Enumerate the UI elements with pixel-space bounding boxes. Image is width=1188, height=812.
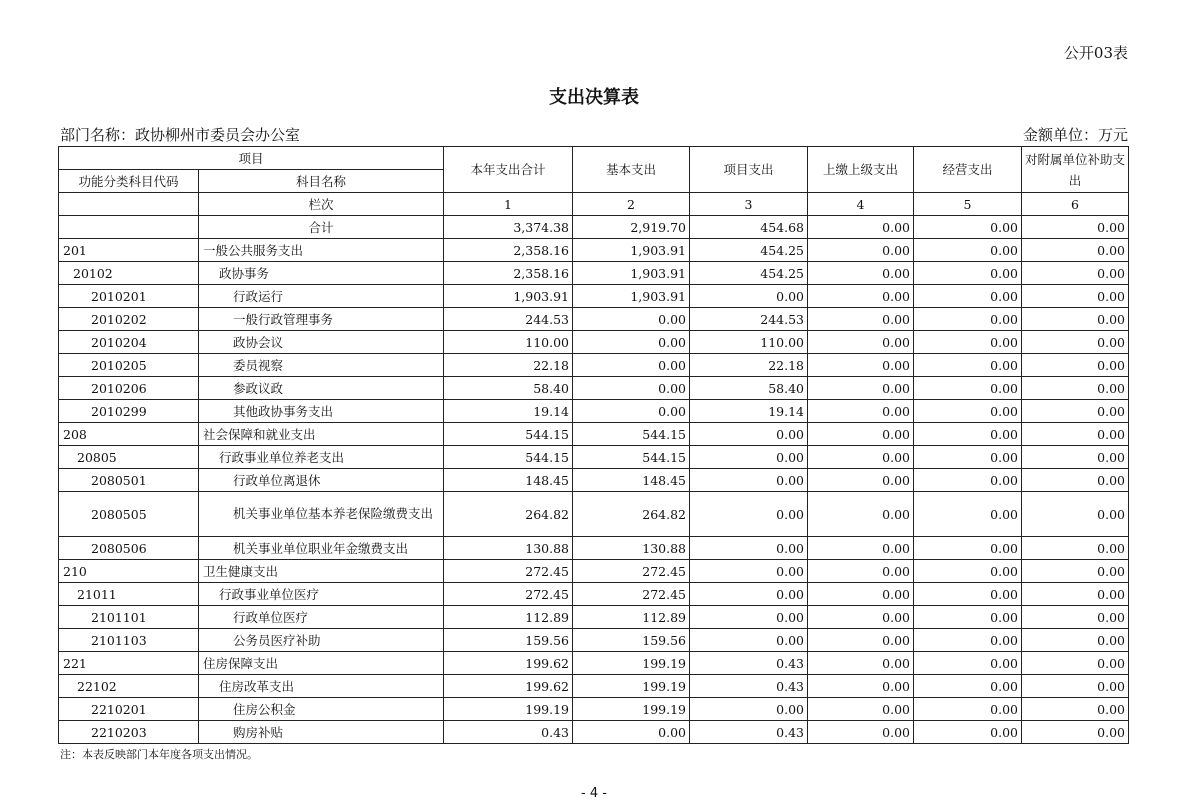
row-value: 544.15	[573, 446, 690, 469]
row-code: 2010201	[59, 285, 199, 308]
row-value: 199.19	[573, 698, 690, 721]
row-value: 0.00	[808, 354, 914, 377]
row-code	[59, 216, 199, 239]
table-row	[59, 354, 1129, 377]
row-value: 58.40	[444, 377, 573, 400]
table-row	[59, 583, 1129, 606]
table-row	[59, 652, 1129, 675]
table-row	[59, 308, 1129, 331]
table-row	[59, 698, 1129, 721]
row-value: 244.53	[690, 308, 808, 331]
row-value: 0.00	[914, 377, 1022, 400]
row-value: 0.00	[1022, 721, 1129, 744]
row-code: 2210201	[59, 698, 199, 721]
row-code: 2210203	[59, 721, 199, 744]
row-value: 0.00	[914, 560, 1022, 583]
row-value: 0.00	[808, 423, 914, 446]
row-code: 2101103	[59, 629, 199, 652]
row-code: 210	[59, 560, 199, 583]
row-value: 454.68	[690, 216, 808, 239]
row-code: 2010299	[59, 400, 199, 423]
row-value: 22.18	[444, 354, 573, 377]
row-value: 0.00	[914, 262, 1022, 285]
row-value: 544.15	[444, 423, 573, 446]
row-value: 2,358.16	[444, 262, 573, 285]
row-value: 0.00	[914, 629, 1022, 652]
page-number: - 4 -	[581, 786, 607, 801]
row-code: 20805	[59, 446, 199, 469]
table-row	[59, 537, 1129, 560]
header-business: 经营支出	[914, 147, 1022, 193]
row-value: 0.00	[808, 239, 914, 262]
row-value: 110.00	[690, 331, 808, 354]
row-value: 0.00	[690, 537, 808, 560]
header-project: 项目	[59, 147, 444, 170]
table-row	[59, 492, 1129, 537]
row-value: 0.00	[914, 652, 1022, 675]
row-value: 0.00	[808, 446, 914, 469]
row-code: 2010202	[59, 308, 199, 331]
row-value: 0.43	[690, 721, 808, 744]
row-name: 行政事业单位养老支出	[199, 446, 444, 469]
row-value: 1,903.91	[573, 262, 690, 285]
row-value: 244.53	[444, 308, 573, 331]
row-code: 2010206	[59, 377, 199, 400]
row-value: 0.00	[914, 537, 1022, 560]
row-value: 0.00	[914, 400, 1022, 423]
row-value: 272.45	[573, 583, 690, 606]
row-value: 264.82	[573, 492, 690, 537]
row-value: 0.00	[808, 652, 914, 675]
department-label: 部门名称：政协柳州市委员会办公室	[60, 126, 301, 144]
row-value: 1,903.91	[573, 239, 690, 262]
row-value: 264.82	[444, 492, 573, 537]
row-value: 0.00	[1022, 469, 1129, 492]
expenditure-table	[58, 146, 1129, 744]
row-value: 0.00	[1022, 239, 1129, 262]
row-value: 0.00	[690, 469, 808, 492]
row-value: 0.43	[444, 721, 573, 744]
row-code: 201	[59, 239, 199, 262]
row-name: 行政单位离退休	[199, 469, 444, 492]
row-value: 0.00	[808, 285, 914, 308]
row-value: 0.00	[914, 354, 1022, 377]
col-number: 1	[444, 193, 573, 216]
form-number: 公开03表	[1063, 44, 1128, 62]
row-name: 参政议政	[199, 377, 444, 400]
row-value: 0.43	[690, 675, 808, 698]
row-value: 0.00	[1022, 537, 1129, 560]
row-value: 0.00	[914, 675, 1022, 698]
row-value: 0.00	[914, 423, 1022, 446]
table-row	[59, 400, 1129, 423]
row-name: 合计	[199, 216, 444, 239]
row-value: 199.62	[444, 675, 573, 698]
row-name: 住房改革支出	[199, 675, 444, 698]
row-value: 0.00	[573, 331, 690, 354]
row-value: 0.00	[1022, 423, 1129, 446]
row-value: 112.89	[444, 606, 573, 629]
row-value: 0.00	[690, 698, 808, 721]
row-value: 1,903.91	[444, 285, 573, 308]
header-total: 本年支出合计	[444, 147, 573, 193]
page-title: 支出决算表	[549, 87, 639, 108]
row-value: 0.00	[914, 492, 1022, 537]
row-value: 199.19	[444, 698, 573, 721]
row-value: 0.00	[808, 308, 914, 331]
row-value: 199.62	[444, 652, 573, 675]
row-value: 0.00	[1022, 629, 1129, 652]
row-value: 0.00	[1022, 446, 1129, 469]
col-number: 2	[573, 193, 690, 216]
col-number: 3	[690, 193, 808, 216]
header-col-label: 栏次	[199, 193, 444, 216]
row-name: 公务员医疗补助	[199, 629, 444, 652]
row-value: 0.00	[1022, 331, 1129, 354]
row-value: 159.56	[444, 629, 573, 652]
row-name: 住房公积金	[199, 698, 444, 721]
table-row	[59, 239, 1129, 262]
row-value: 0.00	[690, 423, 808, 446]
header-upper: 上缴上级支出	[808, 147, 914, 193]
row-name: 一般行政管理事务	[199, 308, 444, 331]
row-value: 0.00	[808, 469, 914, 492]
row-value: 0.00	[808, 698, 914, 721]
header-code: 功能分类科目代码	[59, 170, 199, 193]
row-value: 272.45	[444, 583, 573, 606]
row-value: 0.00	[1022, 492, 1129, 537]
row-code: 21011	[59, 583, 199, 606]
row-code: 20102	[59, 262, 199, 285]
row-name: 一般公共服务支出	[199, 239, 444, 262]
table-row	[59, 377, 1129, 400]
row-value: 0.00	[1022, 354, 1129, 377]
header-project-expenditure: 项目支出	[690, 147, 808, 193]
row-value: 2,358.16	[444, 239, 573, 262]
row-value: 0.00	[1022, 377, 1129, 400]
header-basic: 基本支出	[573, 147, 690, 193]
row-value: 130.88	[444, 537, 573, 560]
row-value: 0.00	[1022, 216, 1129, 239]
row-value: 199.19	[573, 652, 690, 675]
row-code: 2080501	[59, 469, 199, 492]
row-value: 0.00	[808, 331, 914, 354]
row-code: 221	[59, 652, 199, 675]
row-value: 148.45	[573, 469, 690, 492]
row-value: 0.00	[690, 446, 808, 469]
row-value: 0.00	[1022, 262, 1129, 285]
table-row	[59, 331, 1129, 354]
row-name: 委员视察	[199, 354, 444, 377]
row-value: 0.00	[914, 331, 1022, 354]
row-name: 社会保障和就业支出	[199, 423, 444, 446]
row-code: 2080506	[59, 537, 199, 560]
row-value: 0.00	[808, 560, 914, 583]
row-name: 购房补贴	[199, 721, 444, 744]
row-value: 0.00	[1022, 285, 1129, 308]
row-value: 112.89	[573, 606, 690, 629]
row-value: 0.00	[808, 400, 914, 423]
row-code: 2101101	[59, 606, 199, 629]
table-row	[59, 216, 1129, 239]
row-value: 0.00	[808, 492, 914, 537]
table-row	[59, 629, 1129, 652]
row-value: 454.25	[690, 239, 808, 262]
row-value: 0.00	[1022, 583, 1129, 606]
row-value: 0.00	[914, 583, 1022, 606]
row-value: 544.15	[573, 423, 690, 446]
row-value: 19.14	[444, 400, 573, 423]
row-value: 19.14	[690, 400, 808, 423]
row-value: 0.00	[1022, 698, 1129, 721]
row-code: 22102	[59, 675, 199, 698]
row-value: 0.00	[808, 629, 914, 652]
row-value: 0.00	[914, 239, 1022, 262]
row-value: 0.00	[808, 721, 914, 744]
table-row	[59, 606, 1129, 629]
row-name: 其他政协事务支出	[199, 400, 444, 423]
table-row	[59, 423, 1129, 446]
row-value: 0.00	[808, 675, 914, 698]
row-value: 0.00	[808, 216, 914, 239]
col-number: 6	[1022, 193, 1129, 216]
col-number: 4	[808, 193, 914, 216]
row-code: 2080505	[59, 492, 199, 537]
table-row	[59, 262, 1129, 285]
row-value: 0.00	[914, 698, 1022, 721]
row-value: 0.00	[808, 606, 914, 629]
row-value: 272.45	[444, 560, 573, 583]
row-value: 148.45	[444, 469, 573, 492]
row-value: 272.45	[573, 560, 690, 583]
row-value: 22.18	[690, 354, 808, 377]
row-value: 0.00	[1022, 606, 1129, 629]
row-value: 0.00	[808, 262, 914, 285]
row-value: 0.00	[573, 377, 690, 400]
row-code: 2010204	[59, 331, 199, 354]
row-value: 0.00	[808, 377, 914, 400]
table-row	[59, 675, 1129, 698]
row-value: 2,919.70	[573, 216, 690, 239]
row-value: 0.00	[914, 721, 1022, 744]
row-name: 政协事务	[199, 262, 444, 285]
row-value: 0.00	[573, 308, 690, 331]
row-value: 0.00	[914, 285, 1022, 308]
row-name: 行政单位医疗	[199, 606, 444, 629]
row-value: 544.15	[444, 446, 573, 469]
row-value: 0.00	[690, 629, 808, 652]
row-code: 2010205	[59, 354, 199, 377]
row-value: 1,903.91	[573, 285, 690, 308]
row-value: 0.00	[914, 446, 1022, 469]
header-blank	[59, 193, 199, 216]
row-value: 0.00	[914, 469, 1022, 492]
table-row	[59, 560, 1129, 583]
row-name: 政协会议	[199, 331, 444, 354]
row-value: 0.00	[1022, 652, 1129, 675]
row-value: 3,374.38	[444, 216, 573, 239]
row-value: 0.00	[808, 583, 914, 606]
row-name: 行政运行	[199, 285, 444, 308]
row-value: 0.00	[1022, 560, 1129, 583]
row-value: 0.00	[914, 216, 1022, 239]
row-value: 199.19	[573, 675, 690, 698]
row-name: 机关事业单位职业年金缴费支出	[199, 537, 444, 560]
header-subsidy: 对附属单位补助支出	[1022, 147, 1129, 193]
row-value: 0.00	[1022, 675, 1129, 698]
row-name: 机关事业单位基本养老保险缴费支出	[199, 492, 444, 537]
row-value: 0.00	[573, 721, 690, 744]
row-value: 0.00	[1022, 400, 1129, 423]
table-note: 注：本表反映部门本年度各项支出情况。	[60, 748, 258, 761]
row-value: 0.00	[690, 560, 808, 583]
row-code: 208	[59, 423, 199, 446]
row-value: 0.00	[690, 492, 808, 537]
table-row	[59, 285, 1129, 308]
row-name: 卫生健康支出	[199, 560, 444, 583]
row-name: 住房保障支出	[199, 652, 444, 675]
row-value: 0.00	[573, 354, 690, 377]
row-value: 454.25	[690, 262, 808, 285]
row-name: 行政事业单位医疗	[199, 583, 444, 606]
row-value: 0.00	[690, 583, 808, 606]
row-value: 0.00	[914, 308, 1022, 331]
row-value: 0.00	[808, 537, 914, 560]
row-value: 110.00	[444, 331, 573, 354]
row-value: 0.00	[573, 400, 690, 423]
row-value: 0.00	[690, 285, 808, 308]
table-row	[59, 446, 1129, 469]
row-value: 0.00	[690, 606, 808, 629]
row-value: 0.43	[690, 652, 808, 675]
row-value: 130.88	[573, 537, 690, 560]
row-value: 0.00	[914, 606, 1022, 629]
amount-unit-label: 金额单位：万元	[1022, 126, 1128, 144]
row-value: 58.40	[690, 377, 808, 400]
col-number: 5	[914, 193, 1022, 216]
table-row	[59, 469, 1129, 492]
row-value: 0.00	[1022, 308, 1129, 331]
row-value: 159.56	[573, 629, 690, 652]
header-name: 科目名称	[199, 170, 444, 193]
table-row	[59, 721, 1129, 744]
